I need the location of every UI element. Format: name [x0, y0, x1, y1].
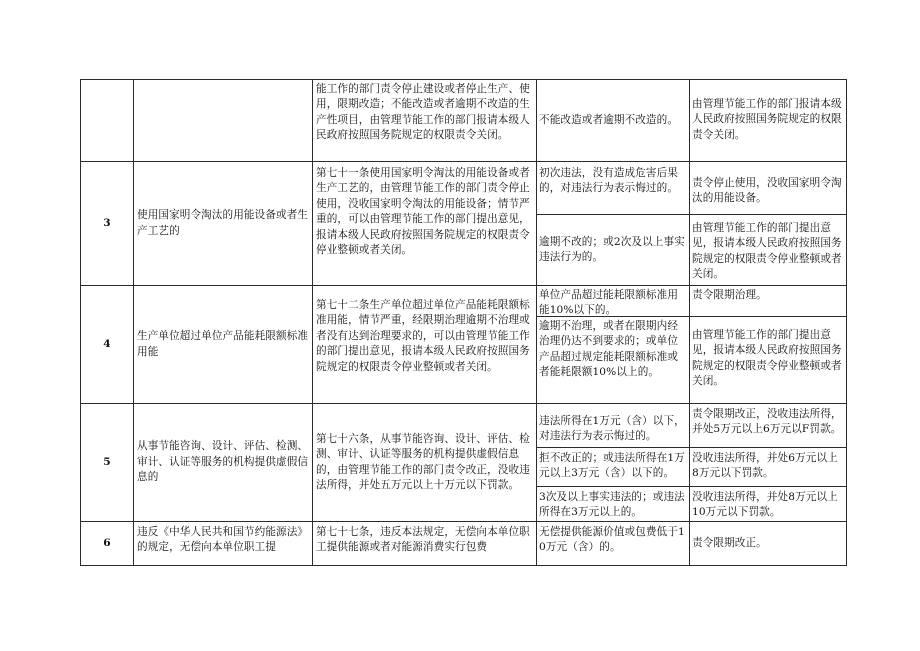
penalty-text: 责令限期治理。	[692, 289, 767, 301]
table-border-top	[80, 79, 846, 80]
circumstance-text: 逾期不治理，或者在限期内经治理仍达不到要求的；或单位产品超过规定能耗限额标准或者能耗限额10%以上的。	[539, 320, 679, 379]
circumstance-text: 违法所得在1万元（含）以下，对违法行为表示悔过的。	[539, 415, 685, 443]
col-divider	[312, 79, 313, 566]
penalty-text: 由管理节能工作的部门提出意见，报请本级人民政府按照国务院规定的权限责令停业整顿或者关闭。	[692, 329, 842, 388]
row-number: 4	[103, 337, 111, 350]
circumstance-text: 拒不改正的；或违法所得在1万元以上3万元（含）以下的。	[539, 452, 685, 480]
penalty-text: 由管理节能工作的部门报请本级人民政府按照国务院规定的权限责令关闭。	[692, 98, 842, 141]
table-border-right	[846, 79, 847, 566]
col-divider	[689, 79, 690, 566]
law-text: 第七十七条，违反本法规定，无偿向本单位职工提供能源或者对能源消费实行包费	[316, 526, 530, 554]
row-number: 3	[103, 216, 111, 229]
circumstance-text: 3次及以上事实违法的；或违法所得在3万元以上的。	[539, 491, 685, 519]
penalty-text: 责令限期改正，没收违法所得，并处5万元以上6万元以F罚款。	[692, 408, 842, 436]
law-text: 第七十一条使用国家明令淘汰的用能设备或者生产工艺的，由管理节能工作的部门责令停止使用，没收国家明令淘汰的用能设备；情节严重的，可以由管理节能工作的部门提出意见，报请本级人民政府按照国务院规定的权限责令停业整顿或者关闭。	[316, 167, 530, 257]
penalty-text: 没收违法所得，并处8万元以上10万元以下罚款。	[692, 491, 838, 519]
violation-item: 使用国家明令淘汰的用能设备或者生产工艺的	[137, 209, 309, 237]
circumstance-text: 无偿提供能源价值或包费低于10万元（含）的。	[539, 526, 685, 554]
violation-item: 从事节能咨询、设计、评估、检测、审计、认证等服务的机构提供虚假信息的	[137, 440, 309, 484]
penalty-text: 责令限期改正。	[692, 536, 767, 549]
penalty-text: 没收违法所得，并处6万元以上8万元以下罚款。	[692, 452, 838, 480]
circumstance-text: 逾期不改的；或2次及以上事实违法行为的。	[539, 235, 685, 263]
law-text: 第七十二条生产单位超过单位产品能耗限额标准用能，情节严重，经限期治理逾期不治理或者没有达到治理要求的，可以由管理节能工作的部门提出意见，报请本级人民政府按照国务院规定的权限责令停业整顿或者关闭。	[316, 299, 530, 373]
row-number: 6	[103, 536, 111, 549]
subrow-divider	[536, 447, 846, 448]
circumstance-text: 不能改造或者逾期不改造的。	[539, 114, 679, 127]
penalty-text: 责令停止使用，没收国家明令淘汰的用能设备。	[692, 177, 842, 205]
violation-item: 违反《中华人民共和国节约能源法》的规定，无偿向本单位职工提	[137, 526, 309, 554]
law-text: 能工作的部门责令停止建设或者停止生产、使用，限期改造；不能改造或者逾期不改造的生产性项目，由管理节能工作的部门报请本级人民政府按照国务院规定的权限责令关闭。	[316, 83, 530, 142]
circumstance-text: 单位产品超过能耗限额标准用能10%以下的。	[539, 289, 679, 316]
violation-item: 生产单位超过单位产品能耗限额标准用能	[137, 330, 309, 358]
circumstance-text: 初次违法，没有造成危害后果的，对违法行为表示悔过的。	[539, 167, 679, 195]
table-border-bottom	[80, 565, 846, 566]
col-divider	[133, 79, 134, 566]
col-divider	[536, 79, 537, 566]
subrow-divider	[536, 316, 846, 317]
law-text: 第七十六条，从事节能咨询、设计、评估、检测、审计、认证等服务的机构提供虚假信息的，由管理节能工作的部门责令改正，没收违法所得，并处五万元以上十万元以下罚款。	[316, 433, 530, 492]
penalty-text: 由管理节能工作的部门提出意见，报请本级人民政府按照国务院规定的权限责令停业整顿或者关闭。	[692, 222, 842, 281]
row-number: 5	[103, 455, 111, 468]
subrow-divider	[536, 486, 846, 487]
